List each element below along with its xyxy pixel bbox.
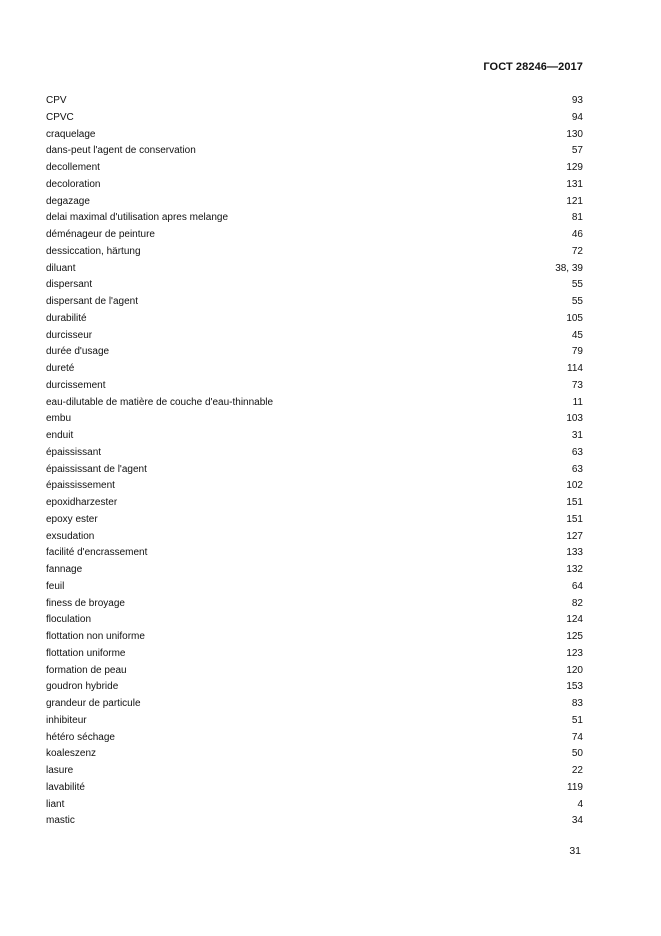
index-entry bbox=[46, 110, 583, 127]
index-entry bbox=[46, 478, 583, 495]
index-term: craquelage bbox=[46, 128, 96, 140]
index-term: decollement bbox=[46, 162, 100, 173]
index-entry bbox=[46, 813, 583, 830]
index-term: koaleszenz bbox=[46, 748, 97, 760]
index-entry bbox=[46, 629, 583, 646]
index-page-ref: 83 bbox=[571, 698, 583, 709]
index-entry bbox=[46, 227, 583, 244]
index-entry bbox=[46, 294, 583, 311]
index-term: dureté bbox=[46, 363, 75, 374]
index-entry bbox=[46, 495, 583, 512]
index-page-ref: 102 bbox=[566, 480, 583, 492]
index-page-ref: 151 bbox=[566, 513, 583, 525]
index-term: durabilité bbox=[46, 312, 87, 324]
index-term: durée d'usage bbox=[46, 346, 110, 358]
index-page-ref: 132 bbox=[566, 564, 583, 575]
index-page-ref: 103 bbox=[566, 413, 583, 425]
index-term: déménageur de peinture bbox=[46, 229, 155, 240]
index-entry bbox=[46, 395, 583, 412]
index-page-ref: 22 bbox=[571, 765, 583, 776]
index-entry bbox=[46, 428, 583, 445]
index-page-ref: 38, 39 bbox=[555, 262, 583, 274]
index-term: durcisseur bbox=[46, 329, 93, 341]
index-entry bbox=[46, 646, 583, 663]
index-term: goudron hybride bbox=[46, 681, 119, 693]
index-entry bbox=[46, 562, 583, 579]
index-page-ref: 127 bbox=[566, 530, 583, 542]
index-entry bbox=[46, 344, 583, 361]
document-header: ГОСТ 28246—2017 bbox=[483, 61, 583, 73]
page-number: 31 bbox=[569, 845, 581, 857]
index-page-ref: 125 bbox=[566, 631, 583, 642]
index-entry bbox=[46, 93, 583, 110]
index-entry bbox=[46, 679, 583, 696]
index-page-ref: 130 bbox=[566, 128, 583, 140]
index-page-ref: 131 bbox=[566, 178, 583, 190]
index-page-ref: 81 bbox=[571, 212, 583, 224]
index-page-ref: 82 bbox=[571, 597, 583, 609]
index-page-ref: 105 bbox=[566, 312, 583, 324]
index-term: eau-dilutable de matière de couche d'eau-thinnable bbox=[46, 396, 274, 408]
index-entry bbox=[46, 311, 583, 328]
index-page-ref: 153 bbox=[566, 681, 583, 693]
index-entry bbox=[46, 160, 583, 177]
index-term: épaississant bbox=[46, 446, 102, 458]
index-entry bbox=[46, 411, 583, 428]
index-page-ref: 50 bbox=[571, 748, 583, 760]
index-page-ref: 34 bbox=[571, 815, 583, 827]
index-term: dispersant de l'agent bbox=[46, 296, 138, 307]
index-page-ref: 123 bbox=[566, 647, 583, 659]
index-term: epoxy ester bbox=[46, 513, 98, 525]
index-entry bbox=[46, 445, 583, 462]
index-entry bbox=[46, 746, 583, 763]
index-term: flottation non uniforme bbox=[46, 631, 145, 642]
index-entry bbox=[46, 143, 583, 160]
index-list bbox=[46, 93, 583, 830]
index-term: formation de peau bbox=[46, 664, 127, 676]
index-entry bbox=[46, 763, 583, 780]
index-entry bbox=[46, 328, 583, 345]
index-page-ref: 64 bbox=[571, 580, 583, 592]
index-page-ref: 121 bbox=[566, 195, 583, 207]
index-page-ref: 93 bbox=[571, 95, 583, 106]
index-entry bbox=[46, 512, 583, 529]
index-page-ref: 129 bbox=[566, 162, 583, 173]
index-page-ref: 57 bbox=[571, 145, 583, 157]
index-page-ref: 63 bbox=[571, 463, 583, 475]
index-term: dessiccation, härtung bbox=[46, 245, 141, 257]
index-page-ref: 55 bbox=[571, 279, 583, 291]
index-term: CPVC bbox=[46, 111, 74, 123]
index-term: durcissement bbox=[46, 379, 106, 391]
index-entry bbox=[46, 529, 583, 546]
index-page-ref: 119 bbox=[567, 781, 583, 793]
index-entry bbox=[46, 177, 583, 194]
index-term: delai maximal d'utilisation apres melange bbox=[46, 212, 229, 224]
index-term: lavabilité bbox=[46, 781, 85, 793]
index-term: facilité d'encrassement bbox=[46, 547, 148, 559]
index-entry bbox=[46, 596, 583, 613]
index-term: feuil bbox=[46, 580, 65, 592]
index-page-ref: 120 bbox=[566, 664, 583, 676]
index-term: finess de broyage bbox=[46, 597, 125, 609]
index-term: epoxidharzester bbox=[46, 497, 118, 508]
index-term: hétéro séchage bbox=[46, 731, 115, 743]
index-page-ref: 11 bbox=[572, 396, 583, 408]
index-term: floculation bbox=[46, 614, 92, 626]
index-entry bbox=[46, 780, 583, 797]
index-page-ref: 133 bbox=[566, 547, 583, 559]
index-entry bbox=[46, 462, 583, 479]
index-entry bbox=[46, 244, 583, 261]
index-entry bbox=[46, 361, 583, 378]
index-page-ref: 73 bbox=[571, 379, 583, 391]
index-term: mastic bbox=[46, 815, 75, 827]
index-term: dans-peut l'agent de conservation bbox=[46, 145, 196, 157]
index-entry bbox=[46, 378, 583, 395]
index-page-ref: 94 bbox=[571, 111, 583, 123]
index-term: enduit bbox=[46, 430, 74, 441]
index-page-ref: 45 bbox=[571, 329, 583, 341]
index-entry bbox=[46, 194, 583, 211]
index-page-ref: 114 bbox=[567, 363, 583, 374]
index-page-ref: 63 bbox=[571, 446, 583, 458]
index-term: inhibiteur bbox=[46, 714, 87, 726]
index-entry bbox=[46, 797, 583, 814]
index-term: exsudation bbox=[46, 530, 95, 542]
index-term: épaississement bbox=[46, 480, 115, 492]
index-term: liant bbox=[46, 798, 65, 810]
index-entry bbox=[46, 127, 583, 144]
index-entry bbox=[46, 277, 583, 294]
index-entry bbox=[46, 713, 583, 730]
index-term: fannage bbox=[46, 564, 83, 575]
index-term: épaississant de l'agent bbox=[46, 463, 147, 475]
index-page-ref: 79 bbox=[571, 346, 583, 358]
index-page-ref: 55 bbox=[571, 296, 583, 307]
index-term: lasure bbox=[46, 765, 74, 776]
index-page-ref: 124 bbox=[566, 614, 583, 626]
index-entry bbox=[46, 545, 583, 562]
index-term: grandeur de particule bbox=[46, 698, 141, 709]
index-page-ref: 151 bbox=[566, 497, 583, 508]
index-entry bbox=[46, 663, 583, 680]
index-page-ref: 4 bbox=[577, 798, 583, 810]
index-page-ref: 72 bbox=[571, 245, 583, 257]
index-entry bbox=[46, 579, 583, 596]
index-term: dispersant bbox=[46, 279, 93, 291]
index-term: embu bbox=[46, 413, 72, 425]
index-page-ref: 74 bbox=[571, 731, 583, 743]
index-term: diluant bbox=[46, 262, 76, 274]
index-entry bbox=[46, 261, 583, 278]
index-term: decoloration bbox=[46, 178, 101, 190]
index-page-ref: 46 bbox=[571, 229, 583, 240]
index-entry bbox=[46, 612, 583, 629]
index-page-ref: 31 bbox=[571, 430, 583, 441]
index-entry bbox=[46, 730, 583, 747]
index-term: degazage bbox=[46, 195, 90, 207]
index-term: flottation uniforme bbox=[46, 647, 126, 659]
index-entry bbox=[46, 210, 583, 227]
index-term: CPV bbox=[46, 95, 67, 106]
index-page-ref: 51 bbox=[571, 714, 583, 726]
index-entry bbox=[46, 696, 583, 713]
